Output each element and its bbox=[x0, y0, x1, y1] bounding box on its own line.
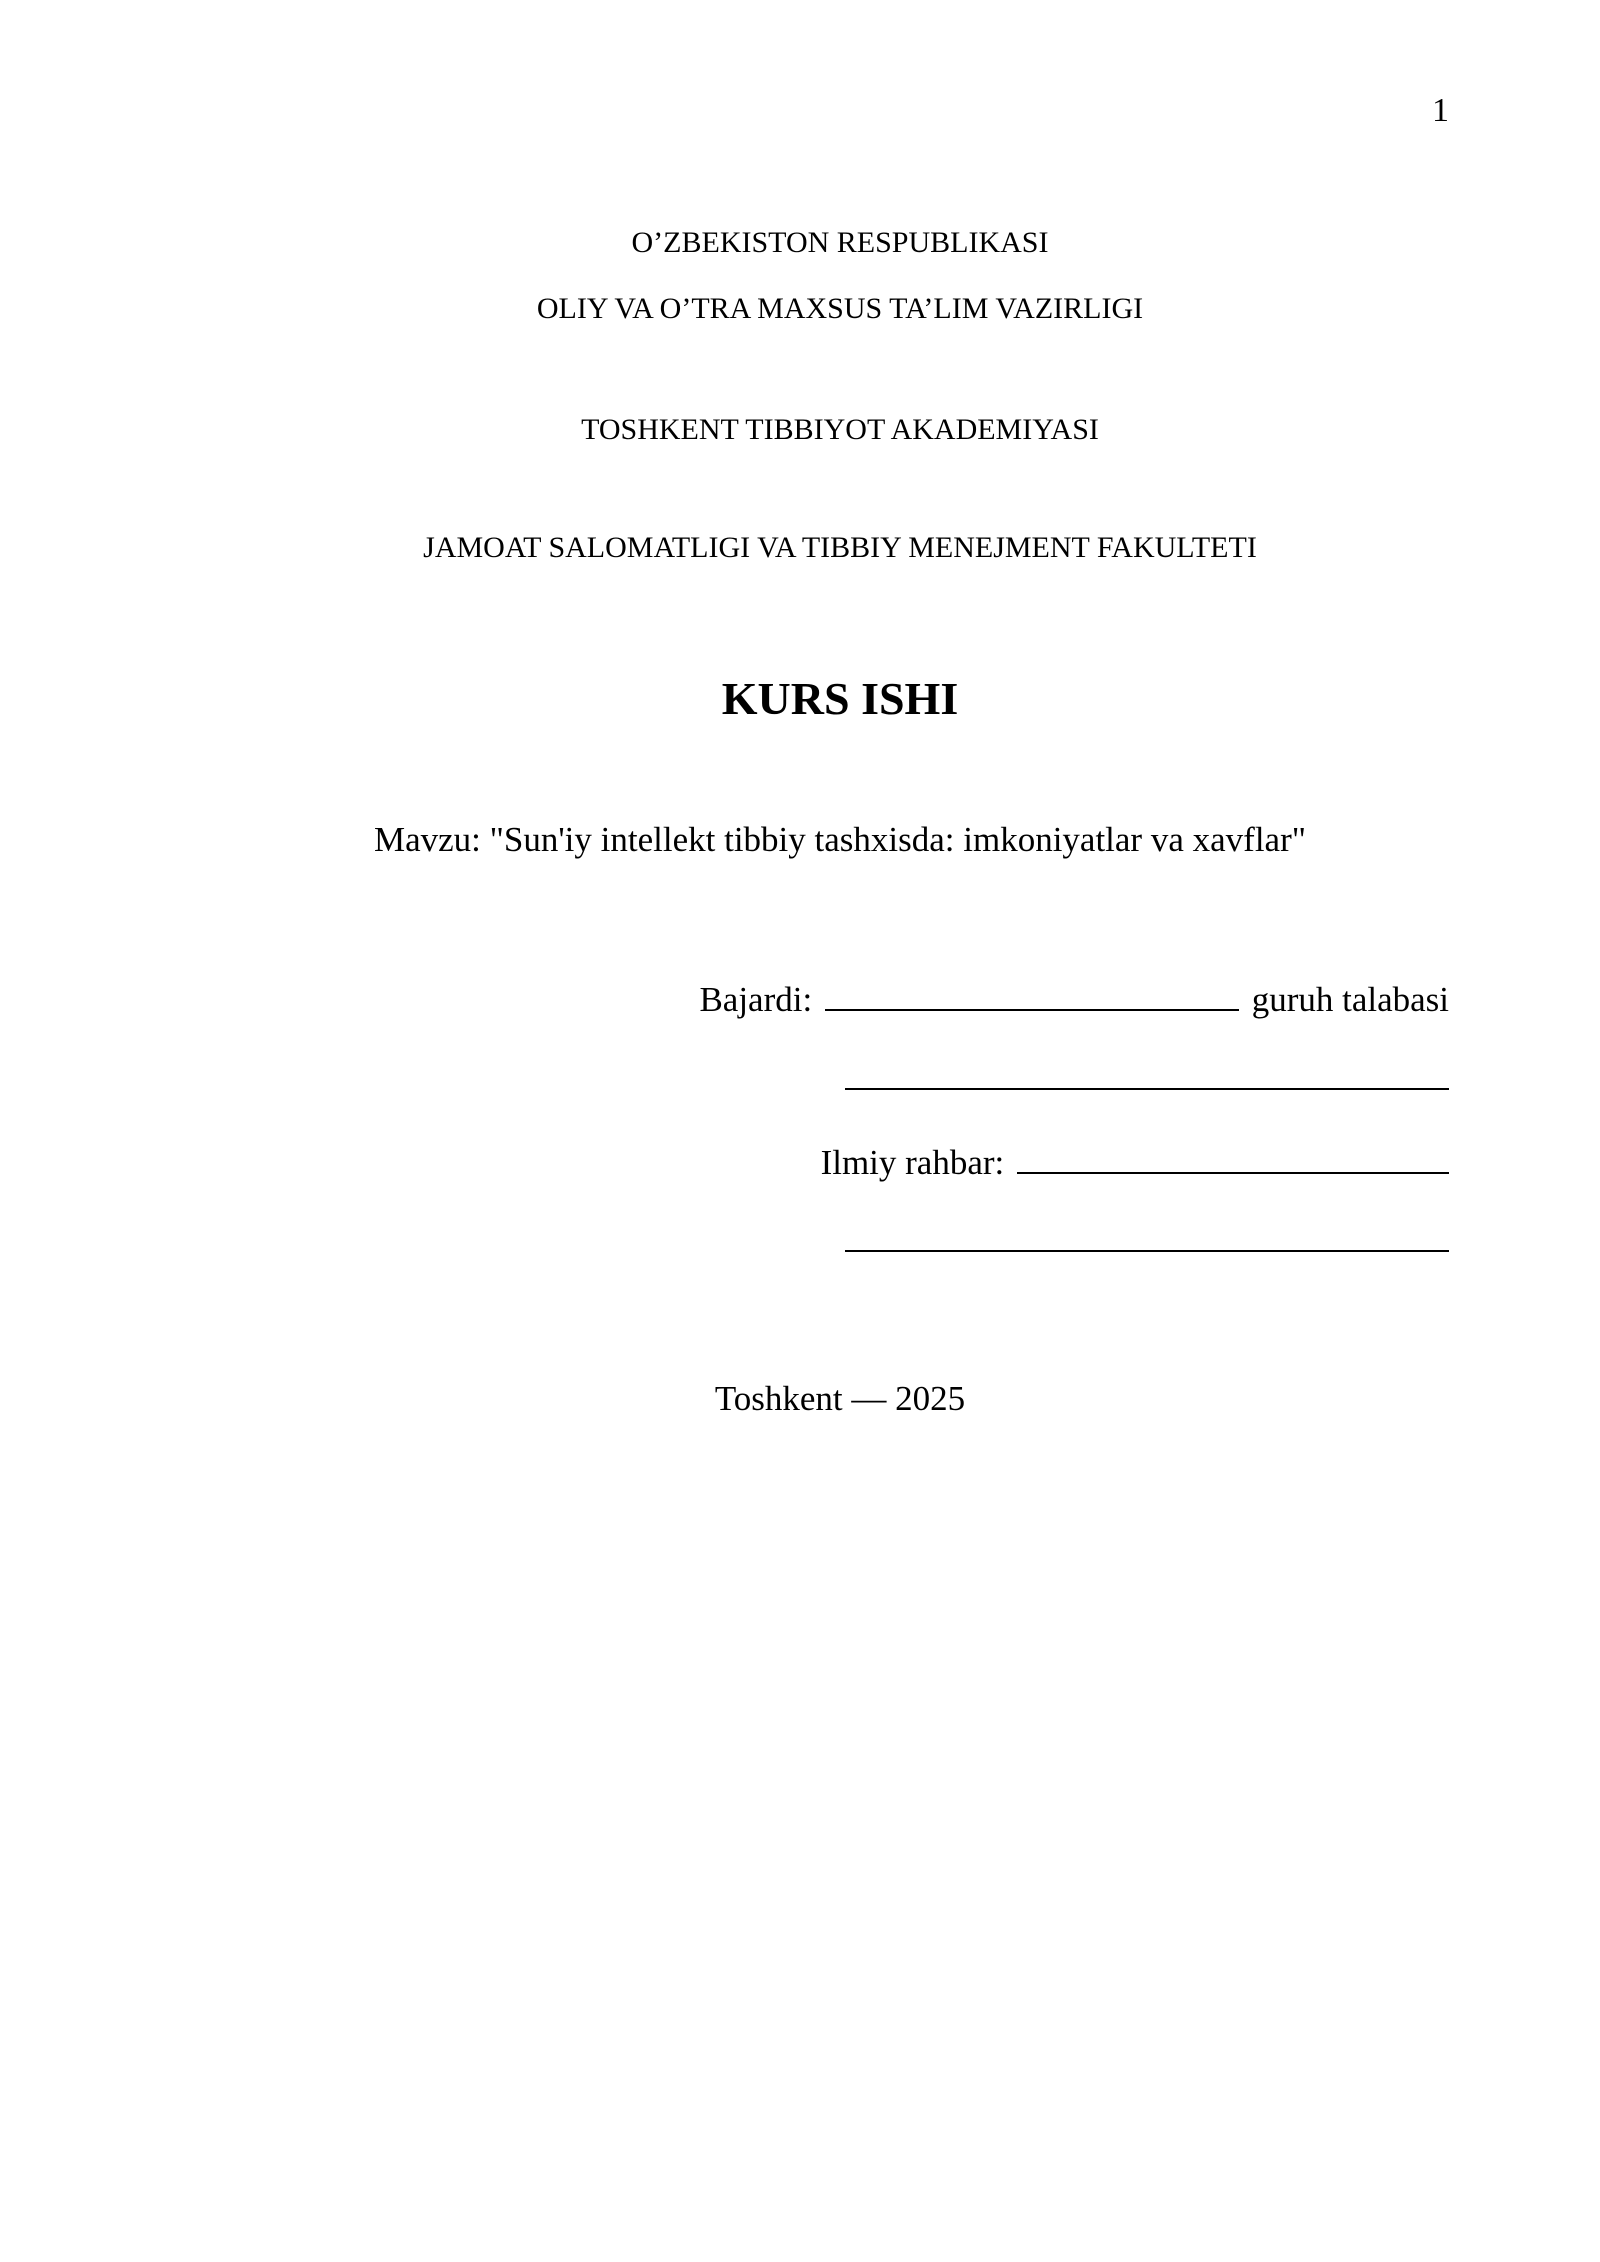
document-title: KURS ISHI bbox=[721, 673, 959, 724]
supervisor-label: Ilmiy rahbar: bbox=[820, 1143, 1005, 1182]
topic-line: Mavzu: "Sun'iy intellekt tibbiy tashxisda: imkoniyatlar va xavflar" bbox=[373, 820, 1307, 859]
academy-heading: TOSHKENT TIBBIYOT AKADEMIYASI bbox=[581, 413, 1099, 446]
ministry-heading: OLIY VA O’TRA MAXSUS TA’LIM VAZIRLIGI bbox=[536, 292, 1144, 325]
faculty-heading: JAMOAT SALOMATLIGI VA TIBBIY MENEJMENT FAKULTETI bbox=[423, 531, 1257, 564]
republic-heading: O’ZBEKISTON RESPUBLIKASI bbox=[631, 226, 1049, 259]
supervisor-blank-field bbox=[1017, 1171, 1449, 1174]
student-name-blank-field bbox=[845, 1088, 1449, 1090]
group-student-label: guruh talabasi bbox=[1251, 980, 1449, 1019]
page-number: 1 bbox=[1432, 92, 1449, 129]
city-year: Toshkent — 2025 bbox=[714, 1379, 966, 1418]
supervisor-name-blank-field bbox=[845, 1250, 1449, 1252]
done-by-label: Bajardi: bbox=[699, 980, 813, 1019]
done-by-line bbox=[699, 982, 1449, 1017]
group-blank-field bbox=[825, 1008, 1239, 1011]
supervisor-line bbox=[821, 1145, 1449, 1180]
